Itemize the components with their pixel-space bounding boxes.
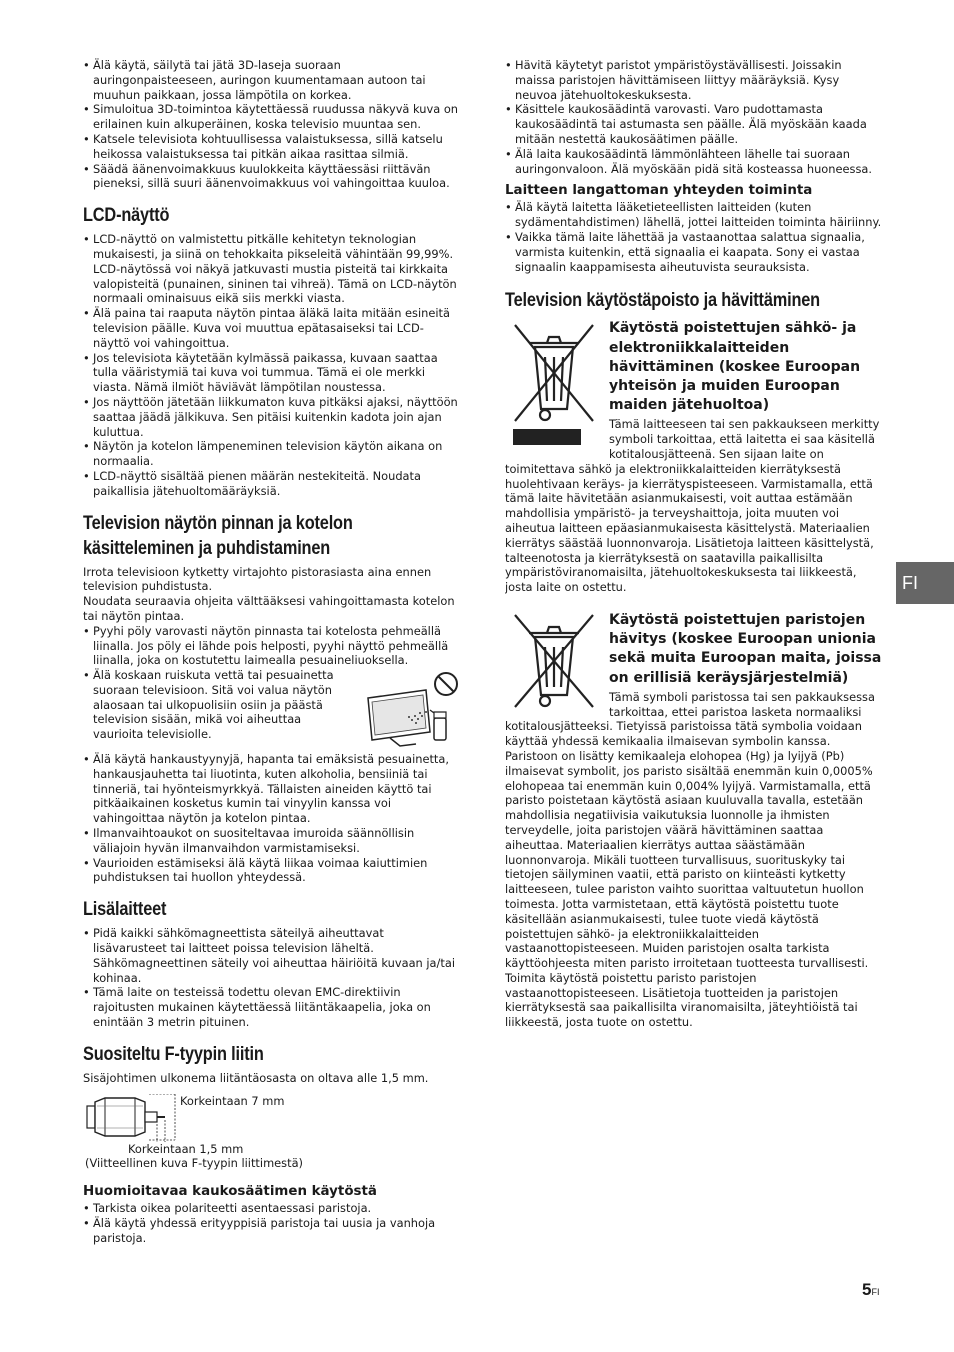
- max-7mm-label: Korkeintaan 7 mm: [180, 1093, 285, 1108]
- list-item: • Pyyhi pöly varovasti näytön pinnasta tai kotelosta pehmeällä liinalla. Jos pöly ei lähde pois helposti, pyyhi näyttö pehmeällä liinalla, joka on kostutettu laimealla pesuaineliuoksella.: [83, 624, 460, 668]
- list-item: • Tämä laite on testeissä todettu olevan EMC-direktiivin rajoitusten mukainen käytettäessä liitäntäkaapelia, joka on enintään 3 metrin pituinen.: [83, 985, 460, 1029]
- wireless-heading: Laitteen langattoman yhteyden toiminta: [505, 183, 813, 199]
- list-item: [83, 668, 460, 752]
- list-item: • Älä käytä hankaustyynyjä, hapanta tai emäksistä pesuainetta, hankausjauhetta tai liuotinta, kuten alkoholia, bensiiniä tai tinneriä, tai hyönteismyrkkyä. Tällaisten aineiden käyttö tai pitkäaikainen kosketus kumin tai vinyylin kanssa voi vahingoittaa näytön ja kotelon pintaa.: [83, 752, 460, 826]
- weee-title: Käytöstä poistettujen sähkö- ja elektroniikkalaitteiden hävittäminen (koskee Euroopan yhteisön ja muiden Euroopan maiden jätehuoltoa): [609, 320, 861, 414]
- page-number-suffix: FI: [871, 1287, 880, 1297]
- list-item: • Älä paina tai raaputa näytön pintaa äläkä laita mitään esineitä television päälle. Kuva voi muuttua epätasaiseksi tai LCD-näyttö voi vahingoittua.: [83, 306, 460, 350]
- cleaning-heading: Television näytön pinnan ja kotelon käsitteleminen ja puhdistaminen: [83, 512, 353, 559]
- list-item: • LCD-näyttö on valmistettu pitkälle kehitetyn teknologian mukaisesti, ja siinä on tehokkaita pikseleitä vähintään 99,99%. LCD-näytössä voi näkyä jatkuvasti mustia pisteitä tai kirkkaita valopisteitä (punainen, sininen tai vihreä). Tämä on LCD-näytön normaali ominaisuus eikä siis merkki viasta.: [83, 232, 460, 306]
- fconnector-diagram: [83, 1094, 460, 1142]
- accessories-heading: Lisälaitteet: [83, 899, 167, 921]
- cleaning-list: [83, 624, 460, 886]
- list-item: • Jos televisiota käytetään kylmässä paikassa, kuvaan saattaa tulla vääristymiä tai kuva voi tummua. Tämä ei ole merkki viasta. Nämä ilmiöt häviävät lämpötilan noustessa.: [83, 351, 460, 395]
- remote-heading: Huomioitavaa kaukosäätimen käytöstä: [83, 1184, 377, 1200]
- page-number-value: 5: [862, 1280, 872, 1299]
- list-item: • Ilmanvaihtoaukot on suositeltavaa imuroida säännöllisin väliajoin hyvän ilmanvaihdon varmistamiseksi.: [83, 826, 460, 856]
- crossed-bin-battery-icon: [505, 613, 603, 709]
- list-item: • Katsele televisiota kohtuullisessa valaistuksessa, sillä katselu heikossa valaistuksessa tai pitkän aikaa rasittaa silmiä.: [83, 132, 460, 162]
- list-item: • Vaikka tämä laite lähettää ja vastaanottaa salattua signaalia, varmista kuitenkin, että signaalia ei kaapata. Sony ei vastaa signaalin kaappamisesta aiheutuvista seurauksista.: [505, 230, 883, 274]
- language-tab: FI: [896, 562, 954, 604]
- right-column: [505, 58, 883, 1030]
- lcd-list: [83, 232, 460, 498]
- list-item: • Käsittele kaukosäädintä varovasti. Varo pudottamasta kaukosäädintä tai astumasta sen päälle. Älä myöskään kaada mitään nestettä kaukosäätimen päälle.: [505, 102, 883, 146]
- 3d-glasses-list: [83, 58, 460, 191]
- battery-title: Käytöstä poistettujen paristojen hävitys (koskee Euroopan unionia sekä muita Euroopan maita, joissa on erillisiä keräysjärjestelmiä): [609, 611, 882, 686]
- lcd-heading: LCD-näyttö: [83, 205, 170, 227]
- crossed-bin-icon: [505, 321, 603, 445]
- fconnector-illustration: [83, 1094, 179, 1142]
- list-item: • Simuloitua 3D-toimintoa käytettäessä ruudussa näkyvä kuva on erilainen kuin alkuperäinen, koska televisio muuntaa sen.: [83, 102, 460, 132]
- weee-text: Tämä laitteeseen tai sen pakkaukseen merkitty symboli tarkoittaa, että laitetta ei saa käsitellä kotitalousjätteenä. Sen sijaan laite on toimitettava sähkö ja elektroniikkalaitteiden kierrätyksestä huolehtivaan keräys- ja kierrätyspisteeseen. Varmistamalla, että tämä laite hävitetään asianmukaisesti, voit auttaa estämään mahdollisia ympäristö- ja terveyshaittoja, joita muuten voi aiheutua laitteen epäasianmukaisesta käsittelystä. Materiaalien kierrätys säästää luonnonvaroja. Lisätietoja laitteen käsittelystä, talteenotosta ja kierrätyksestä on saatavilla paikallisilta ympäristöviranomaisilta, jätehuoltokeskuksesta tai liikkeestä, josta laite on ostettu.: [505, 417, 880, 595]
- list-item: • Älä käytä, säilytä tai jätä 3D-laseja suoraan auringonpaisteeseen, auringon kuumentamaan autoon tai muuhun paikkaan, jossa lämpötila on korkea.: [83, 58, 460, 102]
- battery-section: [505, 609, 883, 1030]
- wireless-list: [505, 200, 883, 274]
- list-item: • Jos näyttöön jätetään liikkumaton kuva pitkäksi ajaksi, näyttöön saattaa jäädä jälkikuva. Sen pitäisi kuitenkin kadota join ajan kuluttua.: [83, 395, 460, 439]
- left-column: [83, 58, 460, 1246]
- list-item: • Näytön ja kotelon lämpeneminen television käytön aikana on normaalia.: [83, 439, 460, 469]
- remote-list: [83, 1201, 460, 1245]
- cleaning-intro-2: Noudata seuraavia ohjeita välttääksesi vahingoittamasta kotelon tai näytön pintaa.: [83, 594, 455, 623]
- no-spray-tv-illustration: [360, 672, 460, 750]
- accessories-list: [83, 926, 460, 1030]
- remote-list-continued: [505, 58, 883, 176]
- cleaning-intro-1: Irrota televisioon kytketty virtajohto pistorasiasta aina ennen television puhdistusta.: [83, 564, 432, 594]
- list-item: • Älä käytä yhdessä erityyppisiä paristoja tai uusia ja vanhoja paristoja.: [83, 1216, 460, 1246]
- list-item: • LCD-näyttö sisältää pienen määrän nestekiteitä. Noudata paikallisia jätehuoltomääräyksiä.: [83, 469, 460, 499]
- fconnector-caption: (Viitteellinen kuva F-tyypin liittimestä): [85, 1156, 303, 1171]
- weee-section: [505, 317, 883, 595]
- fconnector-heading: Suositeltu F-tyypin liitin: [83, 1043, 264, 1065]
- page-number: [862, 1280, 880, 1299]
- max-1-5mm-label: Korkeintaan 1,5 mm: [128, 1141, 244, 1156]
- list-item: • Säädä äänenvoimakkuus kuulokkeita käyttäessäsi riittävän pieneksi, sillä suuri äänenvoimakkuus voi vahingoittaa kuuloa.: [83, 162, 460, 192]
- list-item: • Hävitä käytetyt paristot ympäristöystävällisesti. Joissakin maissa paristojen hävittämiseen liittyy määräyksiä. Kysy neuvoa jätehuoltokeskuksesta.: [505, 58, 883, 102]
- list-item: • Vaurioiden estämiseksi älä käytä liikaa voimaa kaiuttimien puhdistuksen tai huollon yhteydessä.: [83, 856, 460, 886]
- battery-text: Tämä symboli paristossa tai sen pakkauksessa tarkoittaa, ettei paristoa lasketa normaaliksi kotitalousjätteeksi. Tietyissä paristoissa tätä symbolia voidaan käyttää yhdessä kemikaalia ilmaisevan symbolin kanssa. Paristoon on lisätty kemikaaleja elohopea (Hg) ja lyijyä (Pb) ilmaisevat symbolit, jos paristo sisältää enemmän kuin 0,0005% elohopeaa tai enemmän kuin 0,004% lyijyä. Varmistamalla, että paristo poistetaan käytöstä asiaan kuuluvalla tavalla, estetään mahdollisia negatiivisia vaikutuksia luonnolle ja ihmisten terveydelle, joita paristojen väärä hävittäminen saattaa aiheuttaa. Materiaalien kierrätys auttaa säästämään luonnonvaroja. Mikäli tuotteen turvallisuus, suorituskyky tai tietojen säilyminen vaatii, että paristo on kiinteästi kytketty laitteeseen, tulee pariston vaihto suorittaa valtuutetun huollon toimesta. Jotta varmistetaan, että käytöstä poistettu tuote käsitellään asianmukaisesti, tulee tuote viedä käytöstä poistettujen sähkö- ja elektroniikkalaitteiden vastaanottopisteeseen. Muiden paristojen osalta tarkista käyttöohjeesta miten paristo irroitetaan tuotteesta turvallisesti. Toimita käytöstä poistettu paristo paristojen vastaanottopisteeseen. Lisätietoja tuotteiden ja paristojen kierrätyksestä saa paikallisilta viranomaisilta, jäteyhtiöistä tai liikkeestä, josta tuote on ostettu.: [505, 689, 875, 1030]
- list-item: • Älä käytä laitetta lääketieteellisten laitteiden (kuten sydämentahdistimen) lähellä, jottei laitteiden toiminta häiriinny.: [505, 200, 883, 230]
- list-item: • Pidä kaikki sähkömagneettista säteilyä aiheuttavat lisävarusteet tai laitteet poissa television läheltä. Sähkömagneettinen säteily voi aiheuttaa häiriöitä kuvaan ja/tai kohinaa.: [83, 926, 460, 985]
- fconnector-text: Sisäjohtimen ulkonema liitäntäosasta on oltava alle 1,5 mm.: [83, 1070, 429, 1085]
- list-item: • Tarkista oikea polariteetti asentaessasi paristoja.: [83, 1201, 460, 1216]
- list-item-text: Älä koskaan ruiskuta vettä tai pesuainetta suoraan televisioon. Sitä voi valua näytön alaosaan tai ulkopuolisiin osiin ja päästä television sisään, mikä voi aiheuttaa vaurioita televisiolle.: [93, 668, 334, 742]
- list-item: • Älä laita kaukosäädintä lämmönlähteen lähelle tai suoraan auringonvaloon. Älä myöskään pidä sitä kosteassa huoneessa.: [505, 147, 883, 177]
- disposal-heading: Television käytöstäpoisto ja hävittäminen: [505, 290, 821, 312]
